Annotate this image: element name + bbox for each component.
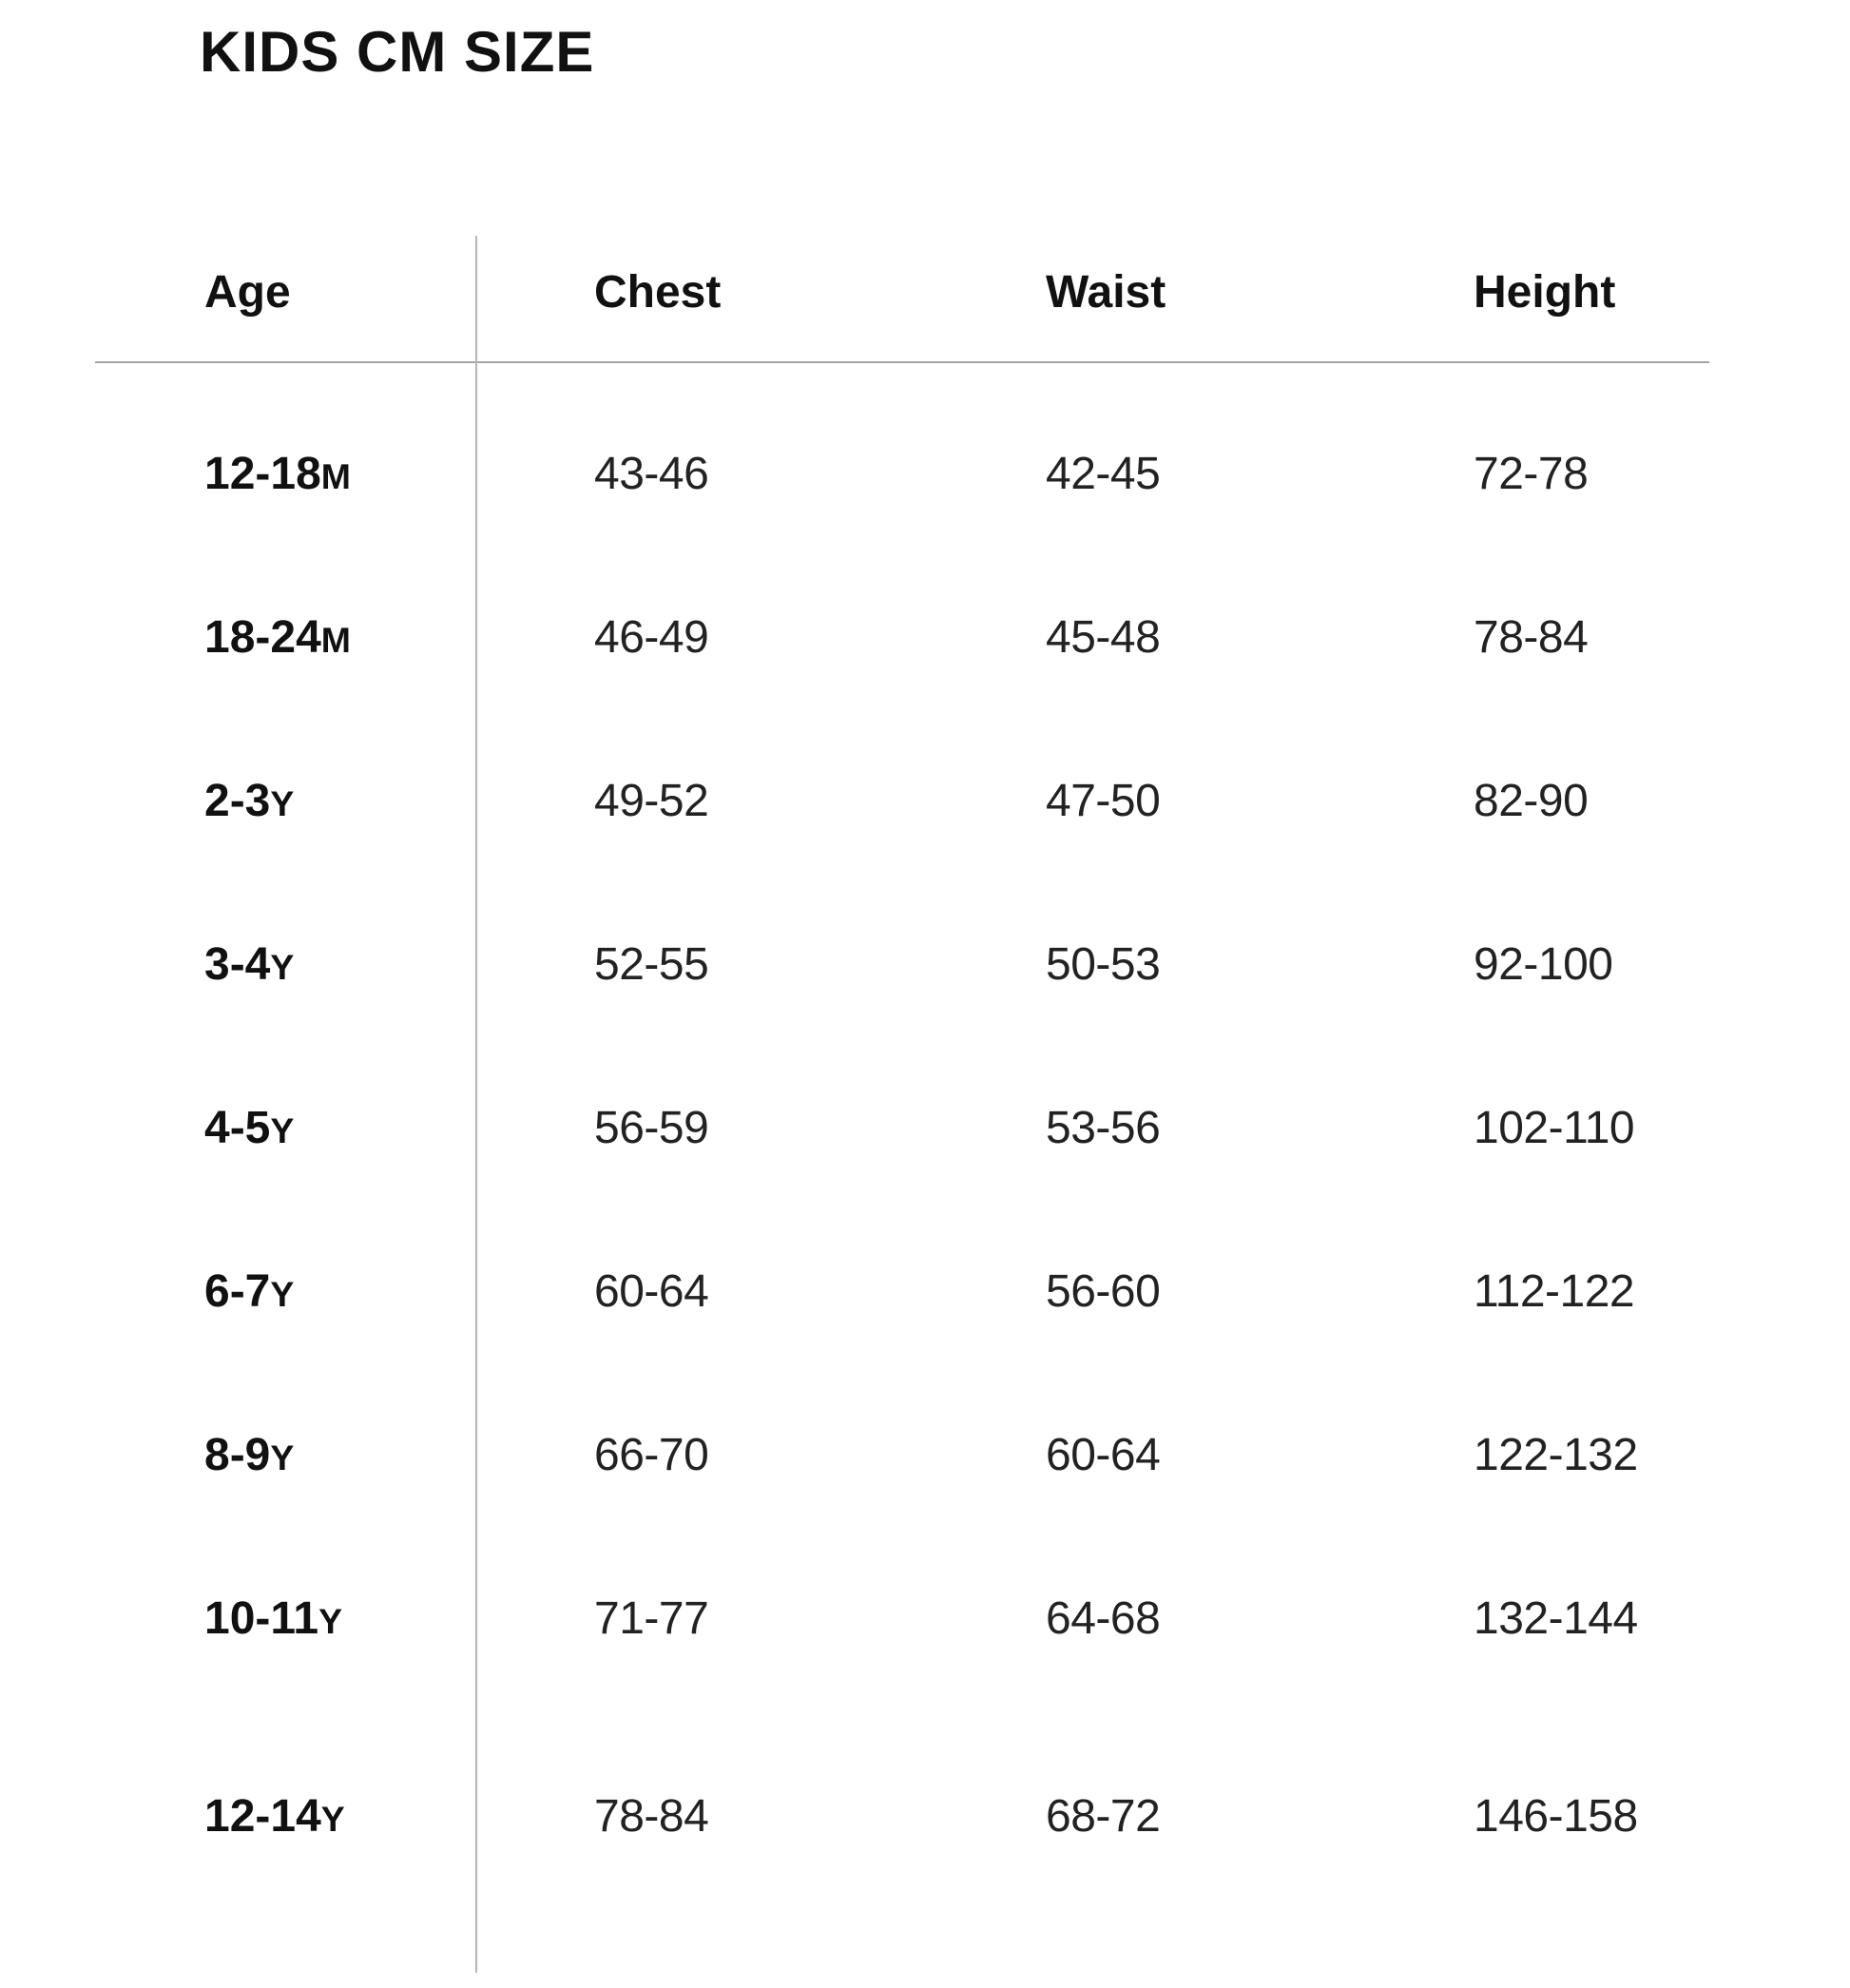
height-cell: 132-144 (1474, 1592, 1638, 1644)
age-value: 12-18 (204, 448, 321, 499)
age-cell (95, 938, 475, 991)
age-unit: Y (318, 1600, 343, 1641)
waist-cell: 50-53 (1046, 938, 1161, 990)
waist-cell: 60-64 (1046, 1429, 1161, 1480)
age-unit: M (320, 455, 351, 496)
table-row (95, 555, 1709, 719)
age-cell (95, 1265, 475, 1318)
chest-cell: 66-70 (594, 1429, 709, 1480)
age-cell (95, 611, 475, 664)
age-unit: Y (270, 1437, 295, 1477)
age-value: 4-5 (204, 1102, 271, 1153)
height-cell: 102-110 (1474, 1102, 1635, 1153)
page-title: KIDS CM SIZE (200, 20, 595, 84)
waist-cell: 45-48 (1046, 611, 1161, 663)
age-value: 8-9 (204, 1429, 271, 1480)
chest-cell: 52-55 (594, 938, 709, 990)
waist-cell: 64-68 (1046, 1592, 1161, 1644)
height-cell: 146-158 (1474, 1790, 1638, 1842)
column-header-age: Age (204, 266, 291, 318)
age-unit: Y (270, 782, 295, 823)
chest-cell: 56-59 (594, 1102, 709, 1153)
column-header-waist: Waist (1046, 266, 1166, 318)
age-cell (95, 1790, 475, 1843)
chest-cell: 46-49 (594, 611, 709, 663)
table-row (95, 1373, 1709, 1536)
age-cell (95, 1592, 475, 1645)
age-unit: M (320, 619, 351, 660)
age-cell (95, 448, 475, 500)
age-value: 2-3 (204, 775, 271, 826)
table-row (95, 719, 1709, 882)
chest-cell: 60-64 (594, 1265, 709, 1317)
table-header-row (95, 236, 1709, 363)
age-value: 10-11 (204, 1592, 319, 1644)
column-header-height: Height (1474, 266, 1616, 318)
chest-cell: 78-84 (594, 1790, 709, 1842)
age-value: 18-24 (204, 611, 321, 663)
table-body (95, 363, 1709, 1898)
waist-cell: 68-72 (1046, 1790, 1161, 1842)
height-cell: 92-100 (1474, 938, 1613, 990)
height-cell: 82-90 (1474, 775, 1589, 826)
table-row (95, 1046, 1709, 1209)
chest-cell: 71-77 (594, 1592, 709, 1644)
column-header-chest: Chest (594, 266, 722, 318)
age-unit: Y (270, 946, 295, 987)
age-unit: Y (320, 1798, 345, 1839)
age-value: 6-7 (204, 1265, 271, 1317)
waist-cell: 56-60 (1046, 1265, 1161, 1317)
age-cell (95, 1429, 475, 1481)
size-table (95, 236, 1709, 1973)
waist-cell: 42-45 (1046, 448, 1161, 499)
age-value: 3-4 (204, 938, 271, 990)
table-row (95, 1536, 1709, 1700)
height-cell: 112-122 (1474, 1265, 1635, 1317)
waist-cell: 47-50 (1046, 775, 1161, 826)
age-value: 12-14 (204, 1790, 321, 1842)
height-cell: 122-132 (1474, 1429, 1638, 1480)
waist-cell: 53-56 (1046, 1102, 1161, 1153)
age-cell (95, 775, 475, 827)
chest-cell: 49-52 (594, 775, 709, 826)
age-unit: Y (270, 1110, 295, 1150)
table-row (95, 1209, 1709, 1373)
chest-cell: 43-46 (594, 448, 709, 499)
age-cell (95, 1102, 475, 1154)
age-unit: Y (270, 1273, 295, 1314)
height-cell: 72-78 (1474, 448, 1589, 499)
height-cell: 78-84 (1474, 611, 1589, 663)
table-row (95, 392, 1709, 555)
table-row (95, 882, 1709, 1046)
table-row (95, 1734, 1709, 1898)
